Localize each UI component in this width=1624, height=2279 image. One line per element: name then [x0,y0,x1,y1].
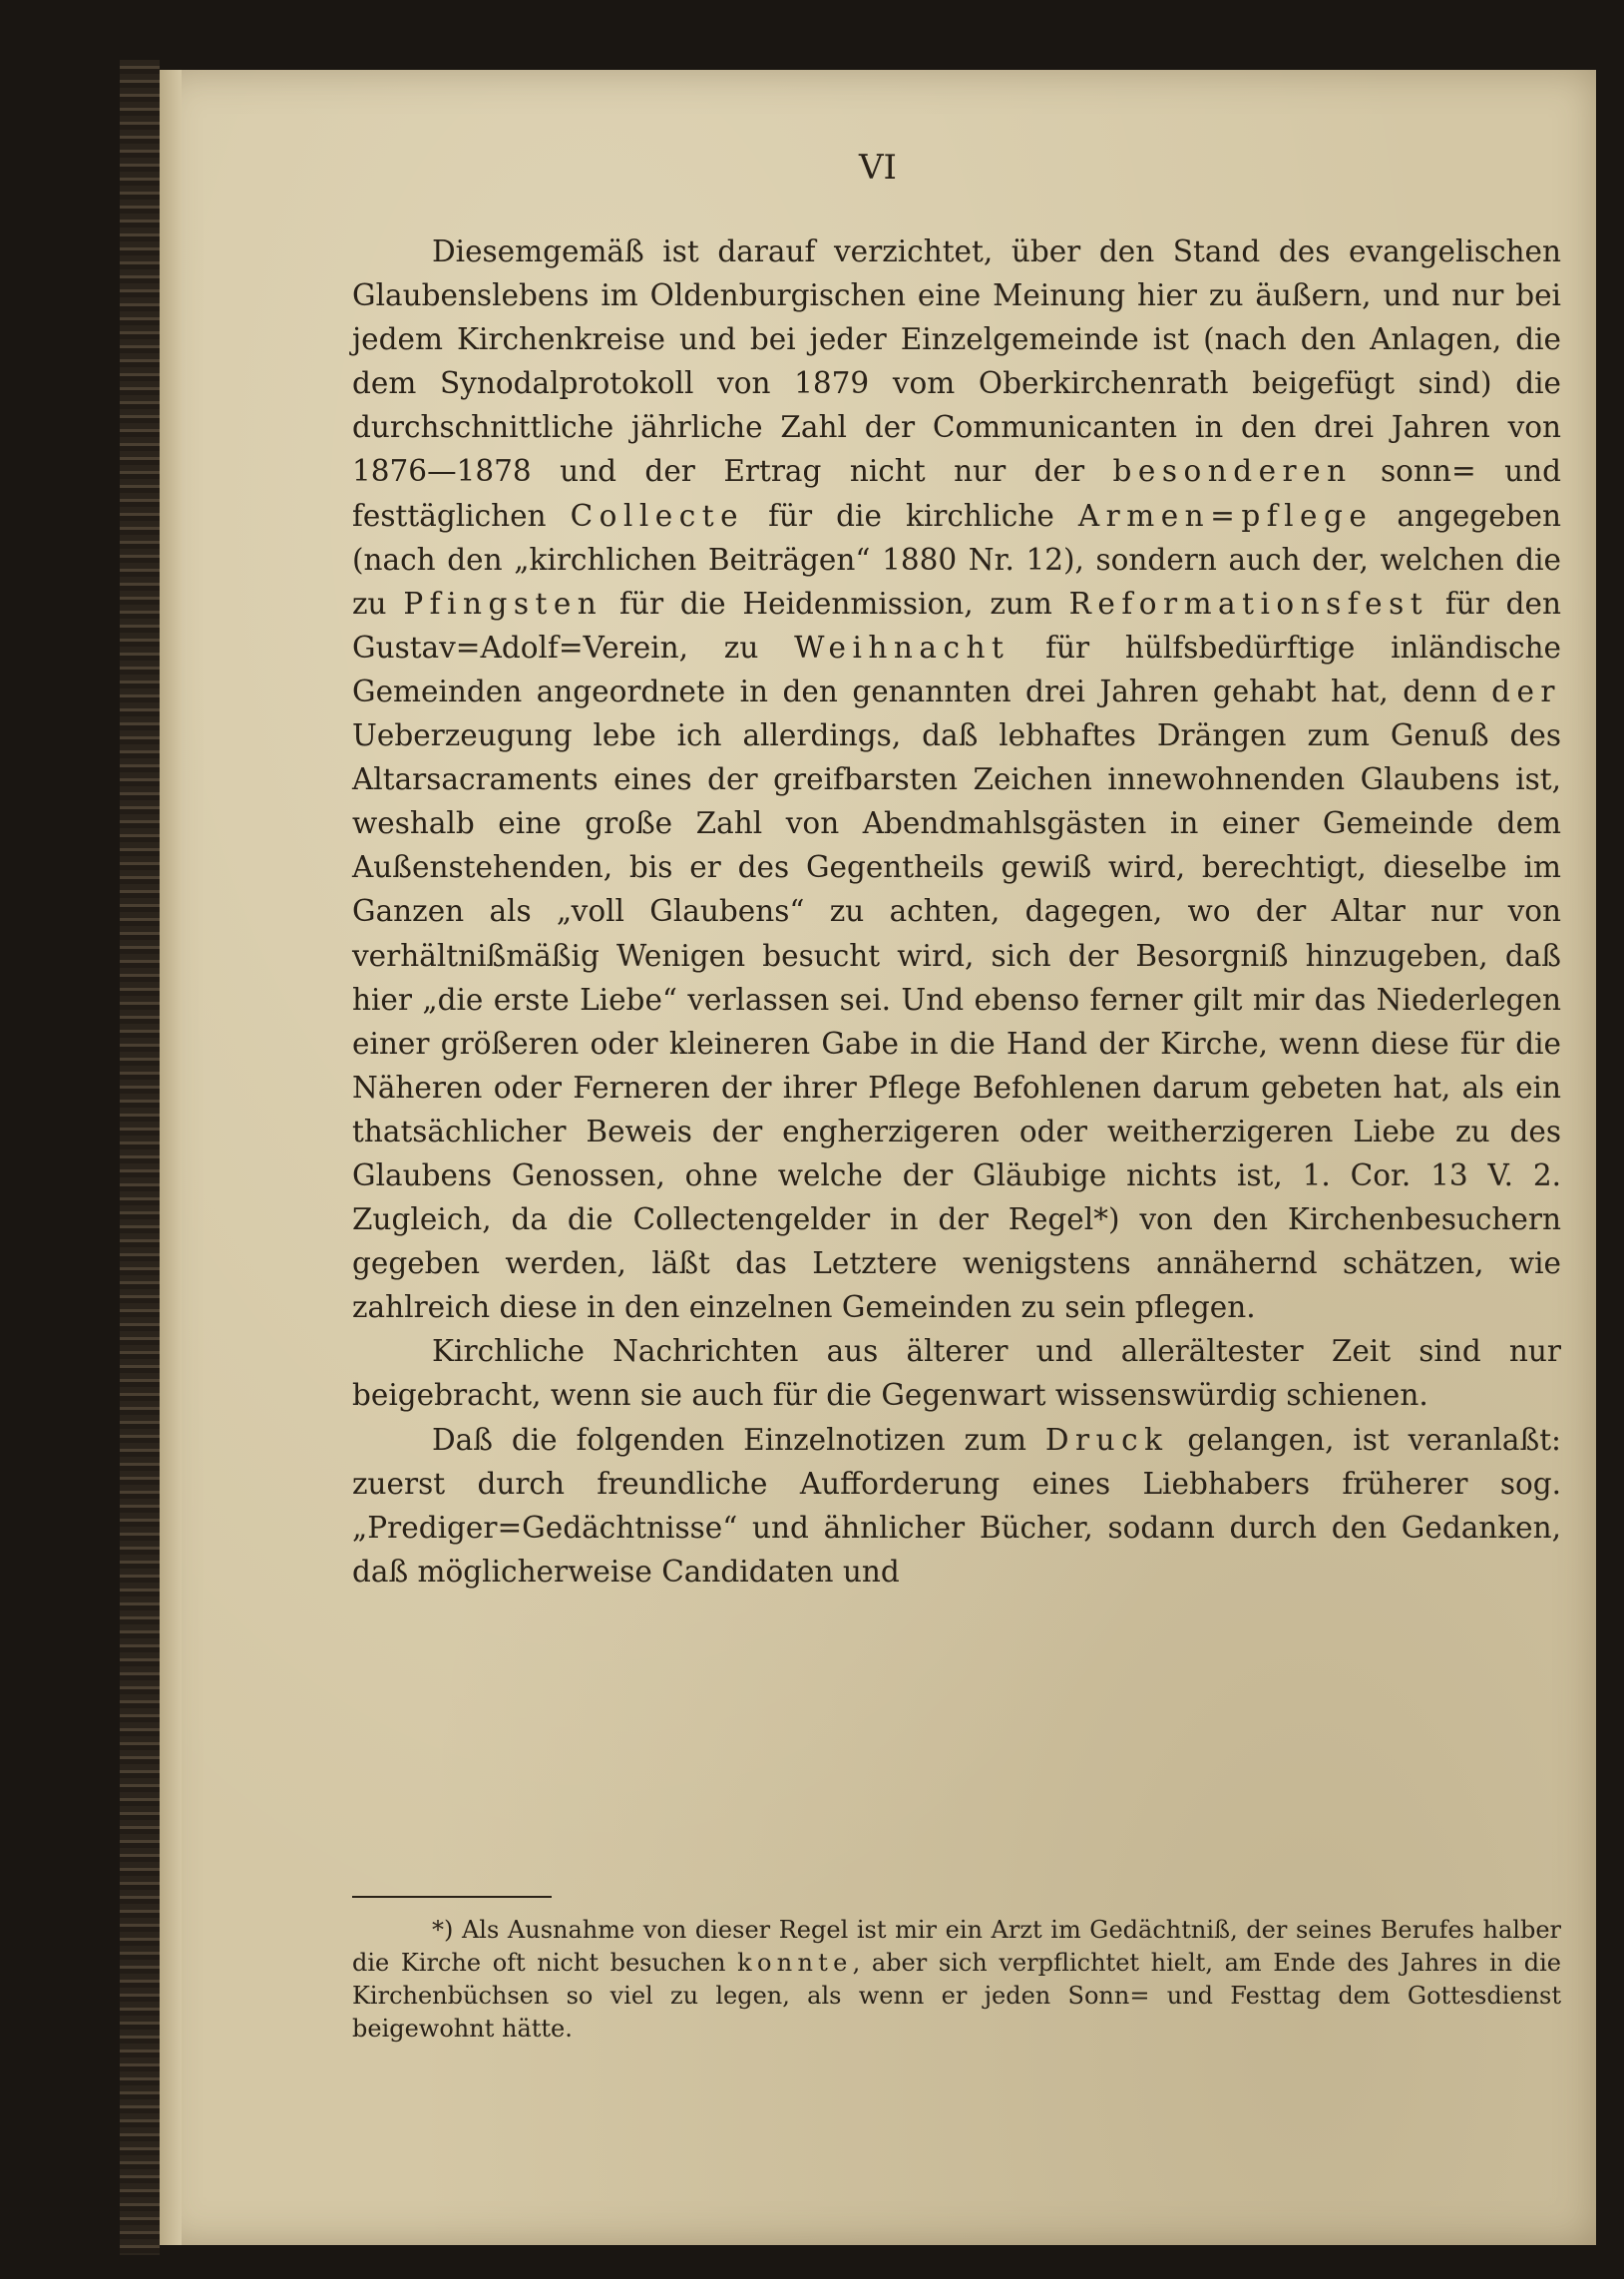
spaced-emphasis: Pfingsten [403,586,604,621]
paragraph-2: Kirchliche Nachrichten aus älterer und allerältester Zeit sind nur beigebracht, wenn sie auch für die Gegenwart wissenswürdig schienen. [352,1334,1561,1413]
paragraph-3 [352,1418,1561,1594]
text-run: für die kirchliche [744,498,1078,533]
text-run: gelangen, ist veranlaßt: zuerst durch freundliche Aufforderung eines Liebhabers früherer sog. „Prediger=Gedächtnisse“ und ähnlicher Bücher, sodann durch den Gedanken, daß möglicherweise Candidaten und [352,1422,1561,1589]
spaced-emphasis: Weihnacht [794,630,1011,665]
spaced-emphasis: Druck [1044,1422,1169,1457]
body-text [352,229,1561,1594]
text-run: angegeben (nach den „kirchlichen Beiträgen“ 1880 Nr. 12), sondern auch der, welchen die zu [352,498,1561,621]
text-run: *) Als Ausnahme von dieser Regel ist mir ein Arzt im Gedächtniß, der seines Berufes halber die Kirche oft nicht besuchen [352,1916,1561,1977]
spaced-emphasis: Armen=pflege [1077,498,1374,533]
text-run: für hülfsbedürftige inländische Gemeinden angeordnete in den genannten drei Jahren gehabt hat, denn [352,630,1561,708]
text-run: sonn= und festtäglichen [352,454,1561,533]
spaced-emphasis: der [1491,674,1561,708]
text-run: , aber sich verpflichtet hielt, am Ende des Jahres in die Kirchenbüchsen so viel zu legen, als wenn er jeden Sonn= und Festtag dem Gottesdienst beigewohnt hätte. [352,1949,1562,2043]
spaced-emphasis: konnte [737,1949,853,1977]
footnote [352,1914,1561,2046]
text-run: für die Heidenmission, zum [603,586,1069,621]
text-run: Daß die folgenden Einzelnotizen zum [432,1422,1045,1457]
text-run: Ueberzeugung lebe ich allerdings, daß lebhaftes Drängen zum Genuß des Altarsacraments eines der greifbarsten Zeichen innewohnenden Glaubens ist, weshalb eine große Zahl von Abendmahlsgästen in einer Gemeinde dem Außenstehenden, bis er des Gegentheils gewiß wird, berechtigt, dieselbe im Ganzen als „voll Glaubens“ zu achten, dagegen, wo der Altar nur von verhältnißmäßig Wenigen besucht wird, sich der Besorgniß hinzugeben, daß hier „die erste Liebe“ verlassen sei. Und ebenso ferner gilt mir das Niederlegen einer größeren oder kleineren Gabe in die Hand der Kirche, wenn diese für die Näheren oder Ferneren der ihrer Pflege Befohlenen darum gebeten hat, als ein thatsächlicher Beweis der engherzigeren oder weitherzigeren Liebe zu des Glaubens Genossen, ohne welche der Gläubige nichts ist, 1. Cor. 13 V. 2. Zugleich, da die Collectengelder in der Regel*) von den Kirchenbesuchern gegeben werden, läßt das Letztere wenigstens annähernd schätzen, wie zahlreich diese in den einzelnen Gemeinden zu sein pflegen. [352,718,1561,1325]
spaced-emphasis: Reformationsfest [1068,586,1429,621]
page-number: VI [859,148,897,188]
book-binding [120,60,160,2255]
text-run: für den Gustav=Adolf=Verein, zu [352,586,1561,665]
paragraph-1 [352,229,1561,1329]
spaced-emphasis: Collecte [570,498,745,533]
page-edge-shadow [160,70,182,2245]
spaced-emphasis: besonderen [1112,454,1353,489]
text-run: Diesemgemäß ist darauf verzichtet, über den Stand des evangelischen Glaubenslebens im Oldenburgischen eine Meinung hier zu äußern, und nur bei jedem Kirchenkreise und bei jeder Einzelgemeinde ist (nach den Anlagen, die dem Synodalprotokoll von 1879 vom Oberkirchenrath beigefügt sind) die durchschnittliche jährliche Zahl der Communicanten in den drei Jahren von 1876—1878 und der Ertrag nicht nur der [352,234,1561,489]
footnote-rule [352,1896,552,1898]
paper-page [160,70,1596,2245]
